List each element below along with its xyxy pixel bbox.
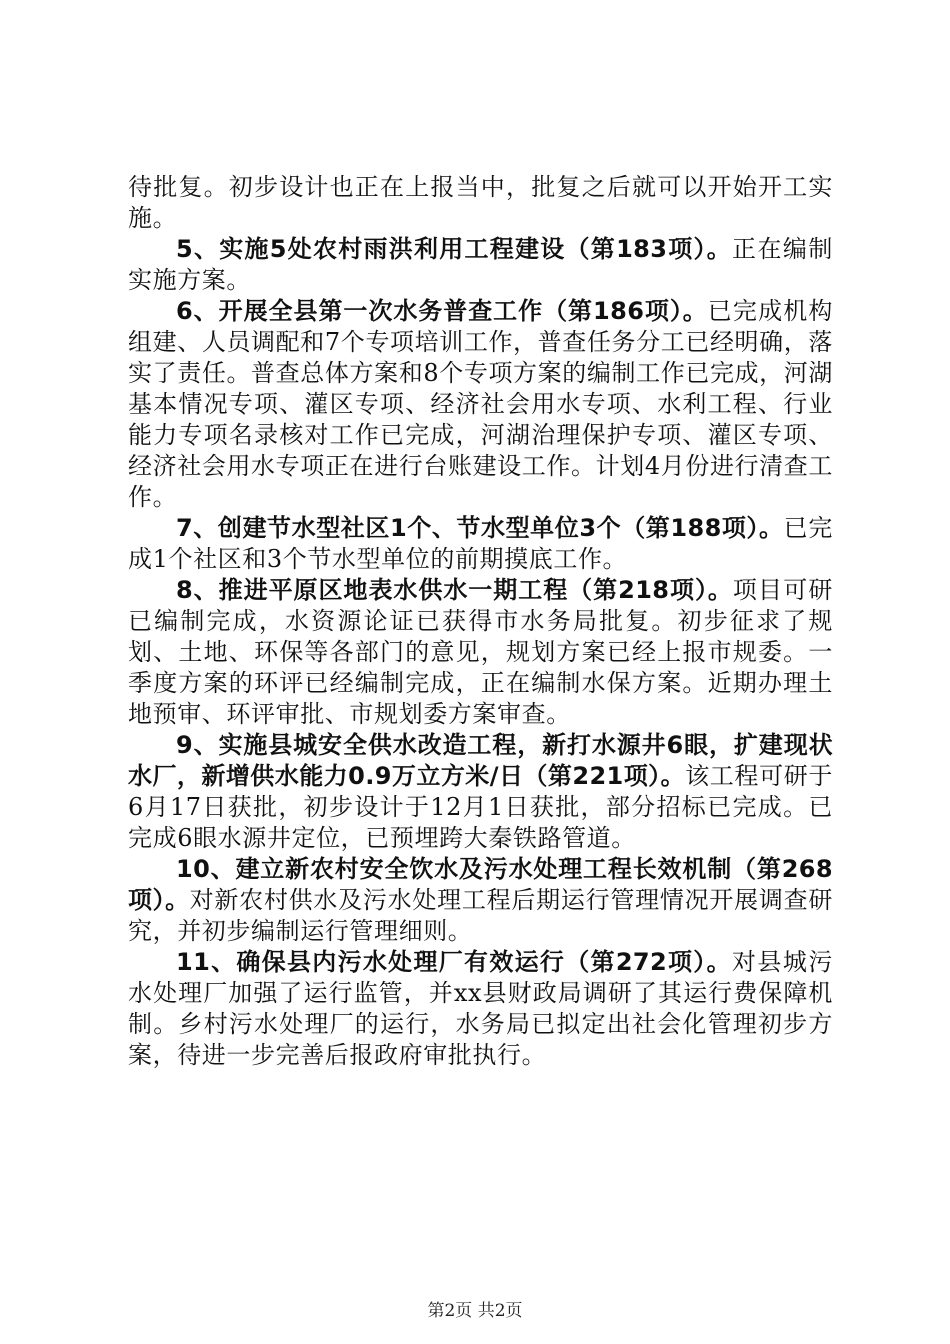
item-text: 对县城污水处理厂加强了运行监管，并xx县财政局调研了其运行费保障机制。乡村污水处理厂的运行，水务局已拟定出社会化管理初步方案，待进一步完善后报政府审批执行。 bbox=[128, 948, 833, 1069]
item-text: 该工程可研于6月17日获批，初步设计于12月1日获批，部分招标已完成。已完成6眼水源井定位，已预埋跨大秦铁路管道。 bbox=[128, 762, 833, 852]
item-text: 项目可研已编制完成，水资源论证已获得市水务局批复。初步征求了规划、土地、环保等各部门的意见，规划方案已经上报市规委。一季度方案的环评已经编制完成，正在编制水保方案。近期办理土地预审、环评审批、市规划委方案审查。 bbox=[128, 576, 833, 728]
paragraph-item-7 bbox=[128, 513, 833, 575]
item-text: 对新农村供水及污水处理工程后期运行管理情况开展调查研究，并初步编制运行管理细则。 bbox=[128, 886, 833, 945]
item-title: 7、创建节水型社区1个、节水型单位3个（第188项）。 bbox=[176, 514, 784, 542]
paragraph-item-5 bbox=[128, 234, 833, 296]
item-title: 11、确保县内污水处理厂有效运行（第272项）。 bbox=[176, 948, 732, 976]
paragraph-item-10 bbox=[128, 854, 833, 947]
item-title: 9、实施县城安全供水改造工程，新打水源井6眼，扩建现状水厂，新增供水能力0.9万立方米/日（第221项）。 bbox=[128, 731, 833, 790]
paragraph-item-8 bbox=[128, 575, 833, 730]
item-title: 5、实施5处农村雨洪利用工程建设（第183项）。 bbox=[176, 235, 733, 263]
item-title: 8、推进平原区地表水供水一期工程（第218项）。 bbox=[176, 576, 733, 604]
item-title: 10、建立新农村安全饮水及污水处理工程长效机制（第268项）。 bbox=[128, 855, 833, 914]
paragraph-continuation bbox=[128, 172, 833, 234]
item-text: 已完成机构组建、人员调配和7个专项培训工作，普查任务分工已经明确，落实了责任。普查总体方案和8个专项方案的编制工作已完成，河湖基本情况专项、灌区专项、经济社会用水专项、水利工程、行业能力专项名录核对工作已完成，河湖治理保护专项、灌区专项、经济社会用水专项正在进行台账建设工作。计划4月份进行清查工作。 bbox=[128, 297, 834, 511]
paragraph-text: 待批复。初步设计也正在上报当中，批复之后就可以开始开工实施。 bbox=[128, 173, 833, 232]
paragraph-item-6 bbox=[128, 296, 833, 513]
page-number-footer: 第2页 共2页 bbox=[427, 1301, 523, 1321]
paragraph-item-9 bbox=[128, 730, 833, 854]
item-text: 正在编制实施方案。 bbox=[128, 235, 833, 294]
item-text: 已完成1个社区和3个节水型单位的前期摸底工作。 bbox=[128, 514, 833, 573]
document-body bbox=[128, 172, 833, 1071]
paragraph-item-11 bbox=[128, 947, 833, 1071]
item-title: 6、开展全县第一次水务普查工作（第186项）。 bbox=[176, 297, 708, 325]
